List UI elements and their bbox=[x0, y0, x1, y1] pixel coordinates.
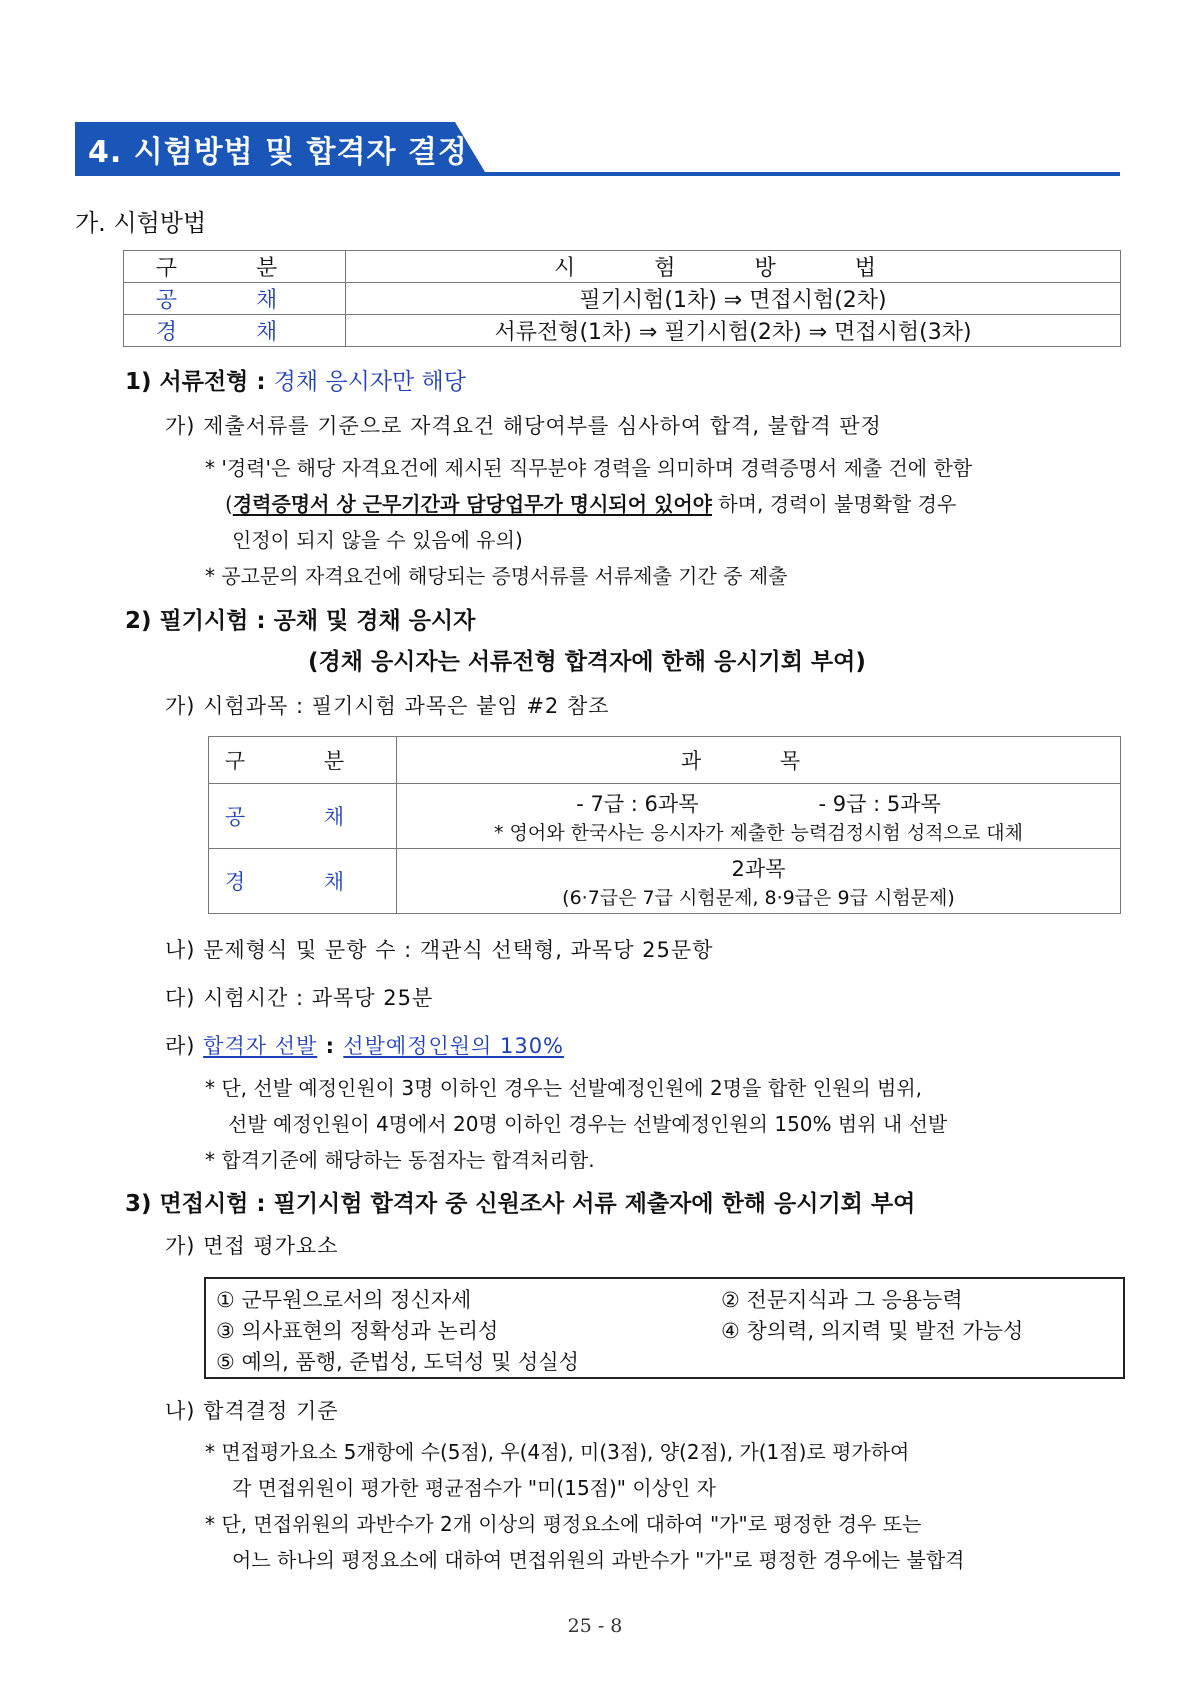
s1-heading: 1) 서류전형 : 경채 응시자만 해당 bbox=[125, 369, 466, 395]
s3-note: * 면접평가요소 5개항에 수(5점), 우(4점), 미(3점), 양(2점), 가(1점)로 평가하여 bbox=[205, 1440, 910, 1464]
s2-item-ga: 가) 시험과목 : 필기시험 과목은 붙임 #2 참조 bbox=[165, 694, 610, 718]
s2-item-na: 나) 문제형식 및 문항 수 : 객관식 선택형, 과목당 25문항 bbox=[165, 938, 714, 962]
s3-item-na: 나) 합격결정 기준 bbox=[165, 1399, 339, 1423]
table-row: 공 채 - 7급 : 6과목 - 9급 : 5과목 * 영어와 한국사는 응시자가 제출한 능력검정시험 성적으로 대체 bbox=[209, 784, 1121, 849]
evaluation-elements-box bbox=[204, 1277, 1125, 1379]
s1-note-cont: 인정이 되지 않을 수 있음에 유의) bbox=[232, 528, 523, 552]
s2-item-ra: 라) 합격자 선발 : 선발예정인원의 130% bbox=[165, 1034, 565, 1058]
s2-note: * 단, 선발 예정인원이 3명 이하인 경우는 선발예정인원에 2명을 합한 인원의 범위, bbox=[205, 1076, 923, 1100]
table-header-category: 구 분 bbox=[124, 251, 346, 283]
s2-note: * 합격기준에 해당하는 동점자는 합격처리함. bbox=[205, 1148, 595, 1172]
s1-note: * '경력'은 해당 자격요건에 제시된 직무분야 경력을 의미하며 경력증명서 제출 건에 한함 bbox=[205, 456, 973, 480]
s1-note-cont: (경력증명서 상 근무기간과 담당업무가 명시되어 있어야 하며, 경력이 불명확할 경우 bbox=[225, 492, 957, 516]
exam-method-table bbox=[123, 250, 1121, 347]
s2-heading: 2) 필기시험 : 공채 및 경채 응시자 bbox=[125, 608, 476, 634]
table-header-method: 시 험 방 법 bbox=[346, 251, 1121, 283]
subsection-heading: 가. 시험방법 bbox=[75, 209, 207, 237]
s2-note-cont: 선발 예정인원이 4명에서 20명 이하인 경우는 선발예정인원의 150% 범위 내 선발 bbox=[228, 1112, 948, 1136]
s1-item-ga: 가) 제출서류를 기준으로 자격요건 해당여부를 심사하여 합격, 불합격 판정 bbox=[165, 414, 882, 438]
s3-note-cont: 어느 하나의 평정요소에 대하여 면접위원의 과반수가 "가"로 평정한 경우에는 불합격 bbox=[232, 1548, 965, 1572]
s2-heading-note: (경채 응시자는 서류전형 합격자에 한해 응시기회 부여) bbox=[308, 649, 866, 675]
s3-item-ga: 가) 면접 평가요소 bbox=[165, 1234, 339, 1258]
subject-table: 구 분 과 목 공 채 - 7급 : 6과목 - 9급 : 5과목 * 영어와 한국사는 응시자가 제출한 능력검정시험 성적으로 대체 경 채 2과목 (6·7급은 7급 시험문제, 8·9급은 9급 시험문제) bbox=[208, 736, 1121, 914]
s3-note: * 단, 면접위원의 과반수가 2개 이상의 평정요소에 대하여 "가"로 평정한 경우 또는 bbox=[205, 1512, 922, 1536]
table-row: 공 채 필기시험(1차) ⇒ 면접시험(2차) bbox=[124, 283, 1121, 315]
page-number: 25 - 8 bbox=[567, 1615, 623, 1637]
section-title: 4. 시험방법 및 합격자 결정 bbox=[88, 135, 468, 170]
list-item: ① 군무원으로서의 정신자세 bbox=[216, 1288, 472, 1312]
s2-item-da: 다) 시험시간 : 과목당 25분 bbox=[165, 986, 434, 1010]
list-item: ④ 창의력, 의지력 및 발전 가능성 bbox=[721, 1319, 1024, 1343]
list-item: ③ 의사표현의 정확성과 논리성 bbox=[216, 1319, 499, 1343]
table-row: 경 채 2과목 (6·7급은 7급 시험문제, 8·9급은 9급 시험문제) bbox=[209, 849, 1121, 914]
list-item: ⑤ 예의, 품행, 준법성, 도덕성 및 성실성 bbox=[216, 1350, 579, 1374]
list-item: ② 전문지식과 그 응용능력 bbox=[721, 1288, 963, 1312]
s3-note-cont: 각 면접위원이 평가한 평균점수가 "미(15점)" 이상인 자 bbox=[232, 1476, 716, 1500]
s3-heading: 3) 면접시험 : 필기시험 합격자 중 신원조사 서류 제출자에 한해 응시기회 부여 bbox=[125, 1191, 916, 1217]
table-row: 경 채 서류전형(1차) ⇒ 필기시험(2차) ⇒ 면접시험(3차) bbox=[124, 315, 1121, 347]
s1-note: * 공고문의 자격요건에 해당되는 증명서류를 서류제출 기간 중 제출 bbox=[205, 564, 788, 588]
